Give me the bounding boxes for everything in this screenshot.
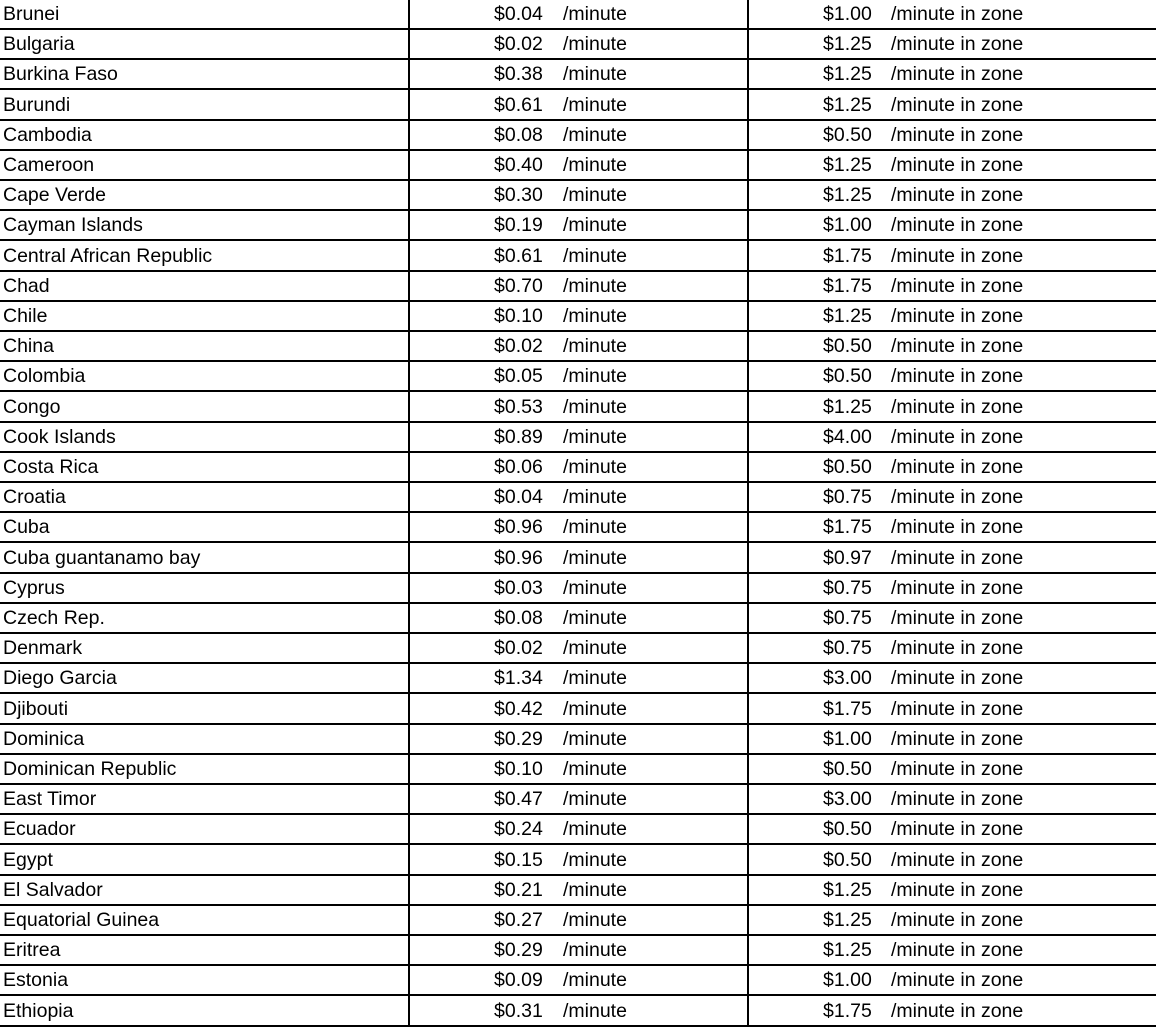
zone-rate-cell: $0.50 xyxy=(823,123,872,146)
table-row xyxy=(0,936,1156,966)
zone-unit-cell: /minute in zone xyxy=(891,878,1024,901)
country-cell: Cape Verde xyxy=(3,184,106,207)
zone-unit-cell: /minute in zone xyxy=(891,758,1024,780)
zone-unit-cell: /minute in zone xyxy=(891,395,1024,418)
country-cell: Bulgaria xyxy=(3,33,75,56)
rate-unit-cell: /minute xyxy=(563,546,627,569)
zone-rate-cell: $1.25 xyxy=(823,154,872,176)
rate-unit-cell: /minute xyxy=(563,93,627,116)
rate-cell: $0.02 xyxy=(494,33,543,56)
zone-rate-cell: $3.00 xyxy=(823,788,872,811)
table-row xyxy=(0,513,1156,543)
zone-rate-cell: $0.97 xyxy=(823,546,872,569)
rate-cell: $0.30 xyxy=(494,184,543,207)
rate-unit-cell: /minute xyxy=(563,848,627,871)
country-cell: Cyprus xyxy=(3,576,65,599)
zone-unit-cell: /minute in zone xyxy=(891,425,1024,448)
rate-cell: $0.96 xyxy=(494,546,543,569)
zone-unit-cell: /minute in zone xyxy=(891,667,1024,690)
rate-cell: $0.09 xyxy=(494,969,543,992)
rate-cell: $0.04 xyxy=(494,486,543,509)
rate-cell: $0.89 xyxy=(494,425,543,448)
country-cell: Cook Islands xyxy=(3,425,116,448)
table-row xyxy=(0,121,1156,151)
country-cell: China xyxy=(3,335,54,358)
table-row xyxy=(0,815,1156,845)
zone-unit-cell: /minute in zone xyxy=(891,214,1024,237)
zone-unit-cell: /minute in zone xyxy=(891,909,1024,931)
table-row xyxy=(0,574,1156,604)
rate-cell: $0.19 xyxy=(494,214,543,237)
rate-cell: $0.47 xyxy=(494,788,543,811)
rate-cell: $0.40 xyxy=(494,154,543,176)
table-row xyxy=(0,755,1156,785)
country-cell: Cambodia xyxy=(3,123,92,146)
table-row xyxy=(0,966,1156,996)
rate-unit-cell: /minute xyxy=(563,456,627,478)
country-cell: Djibouti xyxy=(3,697,69,720)
country-cell: Eritrea xyxy=(3,939,61,962)
zone-unit-cell: /minute in zone xyxy=(891,516,1024,539)
zone-unit-cell: /minute in zone xyxy=(891,123,1024,146)
table-row xyxy=(0,393,1156,423)
table-row xyxy=(0,91,1156,121)
country-cell: Dominican Republic xyxy=(3,758,177,780)
table-row xyxy=(0,785,1156,815)
rate-unit-cell: /minute xyxy=(563,184,627,207)
rate-cell: $0.05 xyxy=(494,365,543,388)
zone-unit-cell: /minute in zone xyxy=(891,33,1024,56)
rate-cell: $0.08 xyxy=(494,123,543,146)
zone-rate-cell: $1.75 xyxy=(823,244,872,267)
rate-unit-cell: /minute xyxy=(563,214,627,237)
rate-unit-cell: /minute xyxy=(563,3,627,25)
zone-rate-cell: $0.75 xyxy=(823,637,872,660)
rate-unit-cell: /minute xyxy=(563,788,627,811)
rate-cell: $0.03 xyxy=(494,576,543,599)
zone-rate-cell: $0.50 xyxy=(823,365,872,388)
zone-unit-cell: /minute in zone xyxy=(891,274,1024,297)
table-row xyxy=(0,211,1156,241)
rate-cell: $0.38 xyxy=(494,63,543,86)
rate-unit-cell: /minute xyxy=(563,425,627,448)
country-cell: Chile xyxy=(3,305,48,327)
table-row xyxy=(0,30,1156,60)
rate-unit-cell: /minute xyxy=(563,486,627,509)
zone-rate-cell: $1.25 xyxy=(823,63,872,86)
country-cell: Chad xyxy=(3,274,50,297)
country-cell: Egypt xyxy=(3,848,53,871)
rate-cell: $0.31 xyxy=(494,999,543,1022)
zone-unit-cell: /minute in zone xyxy=(891,305,1024,327)
zone-rate-cell: $1.00 xyxy=(823,727,872,750)
table-row xyxy=(0,906,1156,936)
country-cell: Croatia xyxy=(3,486,66,509)
zone-rate-cell: $0.50 xyxy=(823,758,872,780)
rate-cell: $0.27 xyxy=(494,909,543,931)
table-row xyxy=(0,423,1156,453)
rate-cell: $0.10 xyxy=(494,305,543,327)
country-cell: Cuba guantanamo bay xyxy=(3,546,201,569)
zone-unit-cell: /minute in zone xyxy=(891,818,1024,841)
rate-unit-cell: /minute xyxy=(563,576,627,599)
rate-unit-cell: /minute xyxy=(563,123,627,146)
country-cell: Cayman Islands xyxy=(3,214,143,237)
country-cell: Cuba xyxy=(3,516,50,539)
country-cell: Colombia xyxy=(3,365,86,388)
zone-unit-cell: /minute in zone xyxy=(891,697,1024,720)
country-cell: Czech Rep. xyxy=(3,607,105,629)
table-row xyxy=(0,272,1156,302)
table-row xyxy=(0,725,1156,755)
zone-unit-cell: /minute in zone xyxy=(891,788,1024,811)
country-cell: Ethiopia xyxy=(3,999,74,1022)
rate-unit-cell: /minute xyxy=(563,154,627,176)
zone-rate-cell: $1.75 xyxy=(823,999,872,1022)
zone-unit-cell: /minute in zone xyxy=(891,576,1024,599)
zone-unit-cell: /minute in zone xyxy=(891,3,1024,25)
rate-cell: $0.70 xyxy=(494,274,543,297)
zone-rate-cell: $1.25 xyxy=(823,184,872,207)
table-row xyxy=(0,0,1156,30)
zone-rate-cell: $1.00 xyxy=(823,214,872,237)
table-row xyxy=(0,544,1156,574)
zone-unit-cell: /minute in zone xyxy=(891,93,1024,116)
zone-unit-cell: /minute in zone xyxy=(891,244,1024,267)
zone-unit-cell: /minute in zone xyxy=(891,184,1024,207)
country-cell: Ecuador xyxy=(3,818,76,841)
rate-cell: $0.02 xyxy=(494,335,543,358)
zone-unit-cell: /minute in zone xyxy=(891,365,1024,388)
rate-cell: $0.61 xyxy=(494,244,543,267)
zone-rate-cell: $0.75 xyxy=(823,607,872,629)
rate-unit-cell: /minute xyxy=(563,999,627,1022)
country-cell: Costa Rica xyxy=(3,456,99,478)
rate-unit-cell: /minute xyxy=(563,667,627,690)
rate-unit-cell: /minute xyxy=(563,33,627,56)
zone-unit-cell: /minute in zone xyxy=(891,63,1024,86)
zone-unit-cell: /minute in zone xyxy=(891,546,1024,569)
rate-cell: $0.21 xyxy=(494,878,543,901)
rate-unit-cell: /minute xyxy=(563,244,627,267)
zone-rate-cell: $1.25 xyxy=(823,33,872,56)
country-cell: Brunei xyxy=(3,3,60,25)
table-row xyxy=(0,846,1156,876)
rate-cell: $0.02 xyxy=(494,637,543,660)
zone-unit-cell: /minute in zone xyxy=(891,727,1024,750)
rate-unit-cell: /minute xyxy=(563,607,627,629)
rate-cell: $0.15 xyxy=(494,848,543,871)
country-cell: Equatorial Guinea xyxy=(3,909,160,931)
zone-rate-cell: $1.75 xyxy=(823,697,872,720)
zone-rate-cell: $1.75 xyxy=(823,516,872,539)
zone-unit-cell: /minute in zone xyxy=(891,939,1024,962)
table-row xyxy=(0,242,1156,272)
rate-cell: $0.96 xyxy=(494,516,543,539)
rate-unit-cell: /minute xyxy=(563,878,627,901)
zone-unit-cell: /minute in zone xyxy=(891,848,1024,871)
rate-unit-cell: /minute xyxy=(563,697,627,720)
zone-unit-cell: /minute in zone xyxy=(891,999,1024,1022)
table-row xyxy=(0,302,1156,332)
table-row xyxy=(0,483,1156,513)
table-row xyxy=(0,332,1156,362)
zone-rate-cell: $1.25 xyxy=(823,305,872,327)
zone-rate-cell: $1.25 xyxy=(823,93,872,116)
zone-unit-cell: /minute in zone xyxy=(891,456,1024,478)
zone-unit-cell: /minute in zone xyxy=(891,486,1024,509)
rate-cell: $0.29 xyxy=(494,939,543,962)
rate-cell: $0.06 xyxy=(494,456,543,478)
zone-rate-cell: $0.50 xyxy=(823,456,872,478)
country-cell: Denmark xyxy=(3,637,83,660)
table-row xyxy=(0,634,1156,664)
table-row xyxy=(0,60,1156,90)
zone-rate-cell: $0.75 xyxy=(823,486,872,509)
rate-unit-cell: /minute xyxy=(563,365,627,388)
rate-cell: $0.42 xyxy=(494,697,543,720)
table-row xyxy=(0,181,1156,211)
country-cell: East Timor xyxy=(3,788,97,811)
rate-unit-cell: /minute xyxy=(563,637,627,660)
zone-rate-cell: $0.50 xyxy=(823,335,872,358)
zone-unit-cell: /minute in zone xyxy=(891,637,1024,660)
zone-rate-cell: $0.75 xyxy=(823,576,872,599)
country-cell: El Salvador xyxy=(3,878,103,901)
zone-rate-cell: $1.75 xyxy=(823,274,872,297)
table-row xyxy=(0,876,1156,906)
table-row xyxy=(0,362,1156,392)
rate-unit-cell: /minute xyxy=(563,395,627,418)
country-cell: Estonia xyxy=(3,969,69,992)
rate-unit-cell: /minute xyxy=(563,335,627,358)
zone-rate-cell: $1.25 xyxy=(823,395,872,418)
rate-unit-cell: /minute xyxy=(563,909,627,931)
zone-unit-cell: /minute in zone xyxy=(891,335,1024,358)
country-cell: Burundi xyxy=(3,93,71,116)
zone-unit-cell: /minute in zone xyxy=(891,969,1024,992)
zone-rate-cell: $1.25 xyxy=(823,878,872,901)
rate-unit-cell: /minute xyxy=(563,63,627,86)
column-divider-2 xyxy=(747,0,749,1026)
country-cell: Burkina Faso xyxy=(3,63,118,86)
rate-cell: $1.34 xyxy=(494,667,543,690)
rate-cell: $0.10 xyxy=(494,758,543,780)
zone-rate-cell: $1.00 xyxy=(823,3,872,25)
rate-cell: $0.61 xyxy=(494,93,543,116)
rate-unit-cell: /minute xyxy=(563,305,627,327)
rate-cell: $0.29 xyxy=(494,727,543,750)
zone-rate-cell: $0.50 xyxy=(823,818,872,841)
country-cell: Congo xyxy=(3,395,61,418)
rate-unit-cell: /minute xyxy=(563,818,627,841)
rate-unit-cell: /minute xyxy=(563,969,627,992)
column-divider-1 xyxy=(408,0,410,1026)
zone-rate-cell: $4.00 xyxy=(823,425,872,448)
rate-cell: $0.53 xyxy=(494,395,543,418)
rate-unit-cell: /minute xyxy=(563,758,627,780)
country-cell: Diego Garcia xyxy=(3,667,117,690)
rate-cell: $0.08 xyxy=(494,607,543,629)
rate-cell: $0.04 xyxy=(494,3,543,25)
zone-rate-cell: $0.50 xyxy=(823,848,872,871)
country-cell: Central African Republic xyxy=(3,244,213,267)
rate-cell: $0.24 xyxy=(494,818,543,841)
table-row xyxy=(0,151,1156,181)
table-row xyxy=(0,664,1156,694)
zone-rate-cell: $3.00 xyxy=(823,667,872,690)
rate-unit-cell: /minute xyxy=(563,516,627,539)
rate-unit-cell: /minute xyxy=(563,727,627,750)
table-row xyxy=(0,695,1156,725)
country-cell: Cameroon xyxy=(3,154,95,176)
country-cell: Dominica xyxy=(3,727,85,750)
table-row xyxy=(0,453,1156,483)
zone-unit-cell: /minute in zone xyxy=(891,154,1024,176)
rate-unit-cell: /minute xyxy=(563,274,627,297)
zone-rate-cell: $1.00 xyxy=(823,969,872,992)
table-row xyxy=(0,604,1156,634)
zone-rate-cell: $1.25 xyxy=(823,909,872,931)
table-row xyxy=(0,997,1156,1027)
rate-unit-cell: /minute xyxy=(563,939,627,962)
zone-rate-cell: $1.25 xyxy=(823,939,872,962)
zone-unit-cell: /minute in zone xyxy=(891,607,1024,629)
